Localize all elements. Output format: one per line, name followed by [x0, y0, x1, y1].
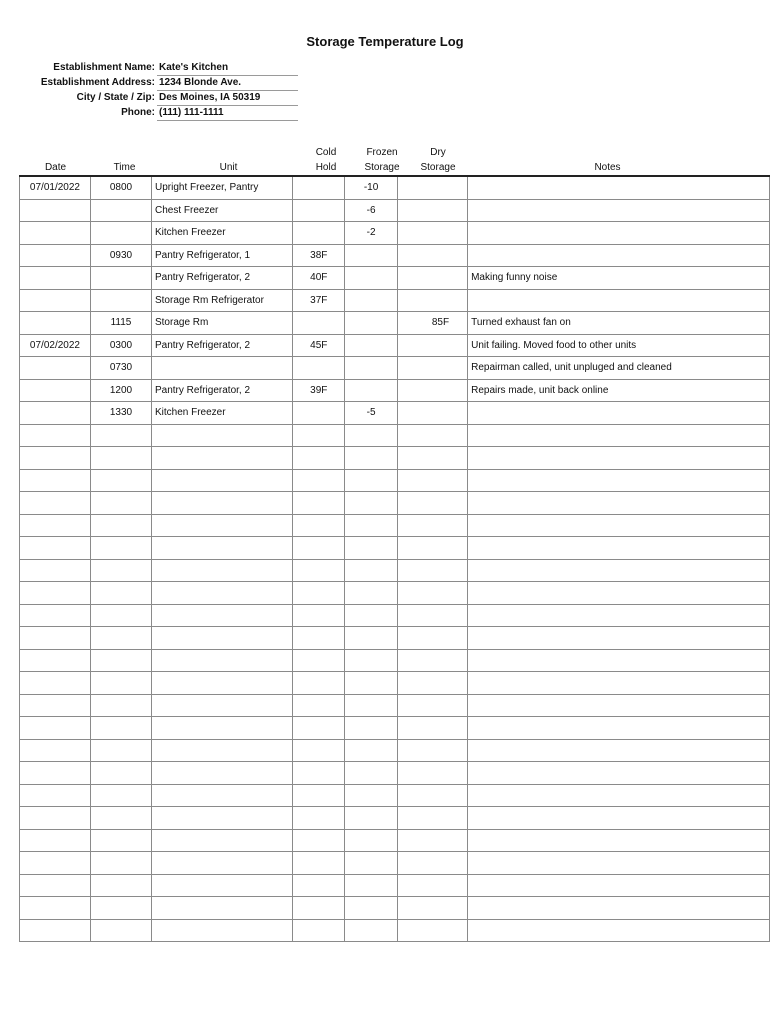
cell-notes — [468, 402, 770, 425]
header-dry-storage-line1: Dry — [430, 147, 446, 158]
cell-cold-hold — [293, 469, 345, 492]
cell-notes — [468, 784, 770, 807]
cell-cold-hold: 37F — [293, 289, 345, 312]
cell-frozen-storage — [345, 762, 397, 785]
cell-time: 0300 — [90, 334, 151, 357]
cell-dry-storage — [397, 447, 467, 470]
cell-frozen-storage — [345, 469, 397, 492]
cell-unit — [151, 829, 292, 852]
table-row — [20, 267, 770, 290]
cell-time — [90, 694, 151, 717]
cell-cold-hold — [293, 582, 345, 605]
establishment-name-value: Kate's Kitchen — [159, 62, 229, 73]
cell-time — [90, 469, 151, 492]
cell-frozen-storage — [345, 897, 397, 920]
cell-dry-storage — [397, 514, 467, 537]
cell-date — [20, 379, 91, 402]
cell-date — [20, 672, 91, 695]
cell-frozen-storage: -6 — [345, 199, 397, 222]
cell-cold-hold — [293, 222, 345, 245]
table-row — [20, 897, 770, 920]
cell-dry-storage — [397, 649, 467, 672]
cell-frozen-storage — [345, 582, 397, 605]
cell-notes — [468, 469, 770, 492]
cell-dry-storage — [397, 604, 467, 627]
cell-time — [90, 604, 151, 627]
cell-frozen-storage — [345, 874, 397, 897]
cell-date — [20, 829, 91, 852]
cell-dry-storage — [397, 829, 467, 852]
cell-notes — [468, 762, 770, 785]
cell-date: 07/01/2022 — [20, 176, 91, 199]
cell-notes — [468, 852, 770, 875]
cell-time — [90, 199, 151, 222]
table-row — [20, 919, 770, 942]
cell-cold-hold — [293, 829, 345, 852]
header-unit: Unit — [219, 162, 238, 173]
cell-frozen-storage — [345, 267, 397, 290]
cell-unit — [151, 739, 292, 762]
cell-unit — [151, 424, 292, 447]
cell-dry-storage — [397, 402, 467, 425]
cell-date — [20, 694, 91, 717]
cell-frozen-storage — [345, 604, 397, 627]
cell-time — [90, 762, 151, 785]
cell-time — [90, 829, 151, 852]
cell-notes — [468, 919, 770, 942]
cell-unit — [151, 537, 292, 560]
cell-time: 1330 — [90, 402, 151, 425]
cell-unit — [151, 492, 292, 515]
cell-unit — [151, 784, 292, 807]
table-row — [20, 379, 770, 402]
cell-notes — [468, 649, 770, 672]
table-row — [20, 807, 770, 830]
cell-date — [20, 739, 91, 762]
cell-unit — [151, 852, 292, 875]
header-notes: Notes — [594, 162, 621, 173]
cell-frozen-storage: -2 — [345, 222, 397, 245]
cell-frozen-storage — [345, 244, 397, 267]
cell-frozen-storage — [345, 852, 397, 875]
cell-dry-storage — [397, 694, 467, 717]
cell-dry-storage — [397, 537, 467, 560]
cell-time: 1200 — [90, 379, 151, 402]
cell-date — [20, 537, 91, 560]
cell-cold-hold — [293, 627, 345, 650]
cell-cold-hold — [293, 402, 345, 425]
cell-cold-hold — [293, 649, 345, 672]
establishment-address-value: 1234 Blonde Ave. — [159, 77, 242, 88]
cell-notes — [468, 176, 770, 199]
cell-dry-storage — [397, 784, 467, 807]
cell-dry-storage — [397, 919, 467, 942]
cell-unit: Pantry Refrigerator, 2 — [151, 379, 292, 402]
cell-frozen-storage — [345, 784, 397, 807]
cell-time — [90, 649, 151, 672]
cell-unit: Storage Rm — [151, 312, 292, 335]
table-row — [20, 604, 770, 627]
table-row — [20, 672, 770, 695]
cell-cold-hold — [293, 807, 345, 830]
cell-date — [20, 447, 91, 470]
establishment-address-label: Establishment Address: — [40, 77, 155, 88]
table-row — [20, 739, 770, 762]
cell-dry-storage — [397, 357, 467, 380]
cell-dry-storage — [397, 379, 467, 402]
cell-unit — [151, 604, 292, 627]
cell-cold-hold — [293, 199, 345, 222]
cell-unit: Kitchen Freezer — [151, 222, 292, 245]
cell-notes — [468, 199, 770, 222]
cell-cold-hold: 38F — [293, 244, 345, 267]
cell-frozen-storage — [345, 492, 397, 515]
city-state-zip-value: Des Moines, IA 50319 — [159, 92, 261, 103]
table-row — [20, 514, 770, 537]
cell-date — [20, 649, 91, 672]
cell-date — [20, 402, 91, 425]
cell-unit — [151, 919, 292, 942]
cell-dry-storage — [397, 852, 467, 875]
cell-cold-hold — [293, 604, 345, 627]
cell-unit — [151, 807, 292, 830]
phone-row — [0, 105, 300, 120]
cell-cold-hold: 45F — [293, 334, 345, 357]
cell-dry-storage — [397, 289, 467, 312]
cell-cold-hold — [293, 176, 345, 199]
cell-frozen-storage — [345, 559, 397, 582]
cell-frozen-storage: -5 — [345, 402, 397, 425]
cell-unit: Upright Freezer, Pantry — [151, 176, 292, 199]
cell-notes: Unit failing. Moved food to other units — [468, 334, 770, 357]
cell-unit — [151, 447, 292, 470]
cell-cold-hold: 39F — [293, 379, 345, 402]
cell-dry-storage — [397, 874, 467, 897]
cell-notes — [468, 559, 770, 582]
cell-time — [90, 267, 151, 290]
cell-cold-hold — [293, 447, 345, 470]
temperature-log-table — [19, 175, 770, 942]
cell-time — [90, 289, 151, 312]
cell-notes — [468, 289, 770, 312]
cell-dry-storage — [397, 627, 467, 650]
cell-notes: Turned exhaust fan on — [468, 312, 770, 335]
cell-time — [90, 559, 151, 582]
header-frozen-storage-line1: Frozen — [366, 147, 398, 158]
cell-time — [90, 492, 151, 515]
cell-date: 07/02/2022 — [20, 334, 91, 357]
cell-frozen-storage — [345, 289, 397, 312]
cell-frozen-storage — [345, 334, 397, 357]
cell-cold-hold — [293, 739, 345, 762]
cell-unit — [151, 582, 292, 605]
cell-time — [90, 672, 151, 695]
header-date: Date — [44, 162, 67, 173]
cell-date — [20, 267, 91, 290]
table-row — [20, 176, 770, 199]
header-time: Time — [113, 162, 136, 173]
phone-underline — [157, 120, 298, 121]
cell-time — [90, 582, 151, 605]
cell-dry-storage — [397, 492, 467, 515]
cell-date — [20, 874, 91, 897]
table-row — [20, 717, 770, 740]
phone-label: Phone: — [121, 107, 155, 118]
cell-dry-storage — [397, 807, 467, 830]
establishment-name-label: Establishment Name: — [53, 62, 155, 73]
cell-notes — [468, 492, 770, 515]
cell-date — [20, 784, 91, 807]
cell-date — [20, 244, 91, 267]
cell-notes: Repairman called, unit unpluged and cleaned — [468, 357, 770, 380]
cell-notes — [468, 424, 770, 447]
cell-notes — [468, 537, 770, 560]
cell-dry-storage — [397, 717, 467, 740]
cell-frozen-storage: -10 — [345, 176, 397, 199]
cell-frozen-storage — [345, 447, 397, 470]
cell-time — [90, 222, 151, 245]
table-row — [20, 784, 770, 807]
table-row — [20, 559, 770, 582]
cell-date — [20, 222, 91, 245]
cell-date — [20, 807, 91, 830]
header-frozen-storage-line2: Storage — [364, 162, 400, 173]
cell-cold-hold — [293, 694, 345, 717]
cell-cold-hold — [293, 492, 345, 515]
cell-frozen-storage — [345, 357, 397, 380]
cell-unit: Pantry Refrigerator, 2 — [151, 334, 292, 357]
cell-date — [20, 919, 91, 942]
phone-value: (111) 111-1111 — [159, 107, 224, 118]
cell-cold-hold: 40F — [293, 267, 345, 290]
cell-cold-hold — [293, 559, 345, 582]
cell-date — [20, 289, 91, 312]
table-row — [20, 244, 770, 267]
cell-dry-storage — [397, 244, 467, 267]
cell-unit — [151, 762, 292, 785]
table-row — [20, 649, 770, 672]
cell-unit — [151, 514, 292, 537]
cell-date — [20, 604, 91, 627]
cell-frozen-storage — [345, 649, 397, 672]
header-cold-hold-line1: Cold — [315, 147, 337, 158]
cell-time — [90, 874, 151, 897]
cell-notes — [468, 672, 770, 695]
cell-time — [90, 717, 151, 740]
cell-date — [20, 627, 91, 650]
header-cold-hold-line2: Hold — [315, 162, 337, 173]
cell-date — [20, 424, 91, 447]
table-row — [20, 582, 770, 605]
cell-cold-hold — [293, 537, 345, 560]
cell-notes — [468, 694, 770, 717]
table-row — [20, 447, 770, 470]
cell-time — [90, 784, 151, 807]
cell-date — [20, 582, 91, 605]
cell-notes — [468, 582, 770, 605]
cell-cold-hold — [293, 424, 345, 447]
table-row — [20, 762, 770, 785]
city-state-zip-row — [0, 90, 300, 105]
cell-time: 0800 — [90, 176, 151, 199]
cell-time — [90, 807, 151, 830]
cell-time: 0730 — [90, 357, 151, 380]
table-row — [20, 627, 770, 650]
cell-dry-storage: 85F — [397, 312, 467, 335]
cell-unit — [151, 627, 292, 650]
cell-dry-storage — [397, 334, 467, 357]
cell-time — [90, 424, 151, 447]
page-title: Storage Temperature Log — [306, 34, 464, 49]
cell-frozen-storage — [345, 537, 397, 560]
cell-unit — [151, 874, 292, 897]
cell-frozen-storage — [345, 672, 397, 695]
cell-unit — [151, 357, 292, 380]
cell-date — [20, 559, 91, 582]
cell-unit: Pantry Refrigerator, 1 — [151, 244, 292, 267]
table-row — [20, 424, 770, 447]
cell-time — [90, 537, 151, 560]
cell-unit — [151, 717, 292, 740]
cell-dry-storage — [397, 469, 467, 492]
table-row — [20, 469, 770, 492]
cell-time — [90, 627, 151, 650]
cell-dry-storage — [397, 424, 467, 447]
cell-unit — [151, 649, 292, 672]
cell-cold-hold — [293, 762, 345, 785]
cell-cold-hold — [293, 897, 345, 920]
table-row — [20, 334, 770, 357]
table-row — [20, 694, 770, 717]
cell-cold-hold — [293, 514, 345, 537]
cell-time — [90, 514, 151, 537]
cell-time — [90, 897, 151, 920]
cell-date — [20, 312, 91, 335]
cell-date — [20, 717, 91, 740]
cell-frozen-storage — [345, 739, 397, 762]
cell-dry-storage — [397, 267, 467, 290]
table-row — [20, 199, 770, 222]
cell-dry-storage — [397, 582, 467, 605]
cell-notes — [468, 717, 770, 740]
cell-cold-hold — [293, 784, 345, 807]
table-row — [20, 537, 770, 560]
cell-dry-storage — [397, 559, 467, 582]
cell-dry-storage — [397, 897, 467, 920]
cell-notes — [468, 627, 770, 650]
cell-date — [20, 492, 91, 515]
table-row — [20, 874, 770, 897]
cell-date — [20, 469, 91, 492]
cell-unit: Pantry Refrigerator, 2 — [151, 267, 292, 290]
cell-time — [90, 919, 151, 942]
cell-notes — [468, 807, 770, 830]
cell-date — [20, 514, 91, 537]
cell-frozen-storage — [345, 919, 397, 942]
cell-frozen-storage — [345, 627, 397, 650]
cell-date — [20, 897, 91, 920]
cell-dry-storage — [397, 199, 467, 222]
cell-notes — [468, 829, 770, 852]
cell-unit — [151, 469, 292, 492]
cell-notes — [468, 222, 770, 245]
cell-cold-hold — [293, 919, 345, 942]
cell-notes — [468, 604, 770, 627]
city-state-zip-label: City / State / Zip: — [76, 92, 155, 103]
cell-frozen-storage — [345, 694, 397, 717]
table-row — [20, 492, 770, 515]
cell-notes — [468, 244, 770, 267]
table-row — [20, 852, 770, 875]
cell-cold-hold — [293, 357, 345, 380]
cell-frozen-storage — [345, 807, 397, 830]
cell-cold-hold — [293, 852, 345, 875]
cell-frozen-storage — [345, 717, 397, 740]
cell-cold-hold — [293, 717, 345, 740]
cell-unit: Chest Freezer — [151, 199, 292, 222]
cell-time: 1115 — [90, 312, 151, 335]
establishment-name-row — [0, 60, 300, 75]
cell-dry-storage — [397, 222, 467, 245]
cell-time: 0930 — [90, 244, 151, 267]
cell-unit — [151, 672, 292, 695]
cell-unit: Storage Rm Refrigerator — [151, 289, 292, 312]
cell-notes: Making funny noise — [468, 267, 770, 290]
cell-frozen-storage — [345, 424, 397, 447]
cell-date — [20, 762, 91, 785]
cell-cold-hold — [293, 312, 345, 335]
table-row — [20, 312, 770, 335]
cell-frozen-storage — [345, 312, 397, 335]
cell-cold-hold — [293, 672, 345, 695]
cell-notes: Repairs made, unit back online — [468, 379, 770, 402]
cell-notes — [468, 897, 770, 920]
table-row — [20, 357, 770, 380]
table-row — [20, 222, 770, 245]
cell-date — [20, 357, 91, 380]
cell-frozen-storage — [345, 829, 397, 852]
cell-notes — [468, 874, 770, 897]
cell-unit: Kitchen Freezer — [151, 402, 292, 425]
cell-date — [20, 199, 91, 222]
cell-notes — [468, 514, 770, 537]
cell-notes — [468, 447, 770, 470]
table-row — [20, 402, 770, 425]
cell-dry-storage — [397, 672, 467, 695]
cell-time — [90, 739, 151, 762]
establishment-address-row — [0, 75, 300, 90]
cell-notes — [468, 739, 770, 762]
cell-dry-storage — [397, 176, 467, 199]
cell-time — [90, 852, 151, 875]
cell-unit — [151, 897, 292, 920]
cell-frozen-storage — [345, 514, 397, 537]
cell-unit — [151, 694, 292, 717]
cell-date — [20, 852, 91, 875]
table-row — [20, 829, 770, 852]
header-dry-storage-line2: Storage — [420, 162, 456, 173]
cell-dry-storage — [397, 739, 467, 762]
table-row — [20, 289, 770, 312]
cell-time — [90, 447, 151, 470]
cell-frozen-storage — [345, 379, 397, 402]
cell-cold-hold — [293, 874, 345, 897]
cell-unit — [151, 559, 292, 582]
cell-dry-storage — [397, 762, 467, 785]
